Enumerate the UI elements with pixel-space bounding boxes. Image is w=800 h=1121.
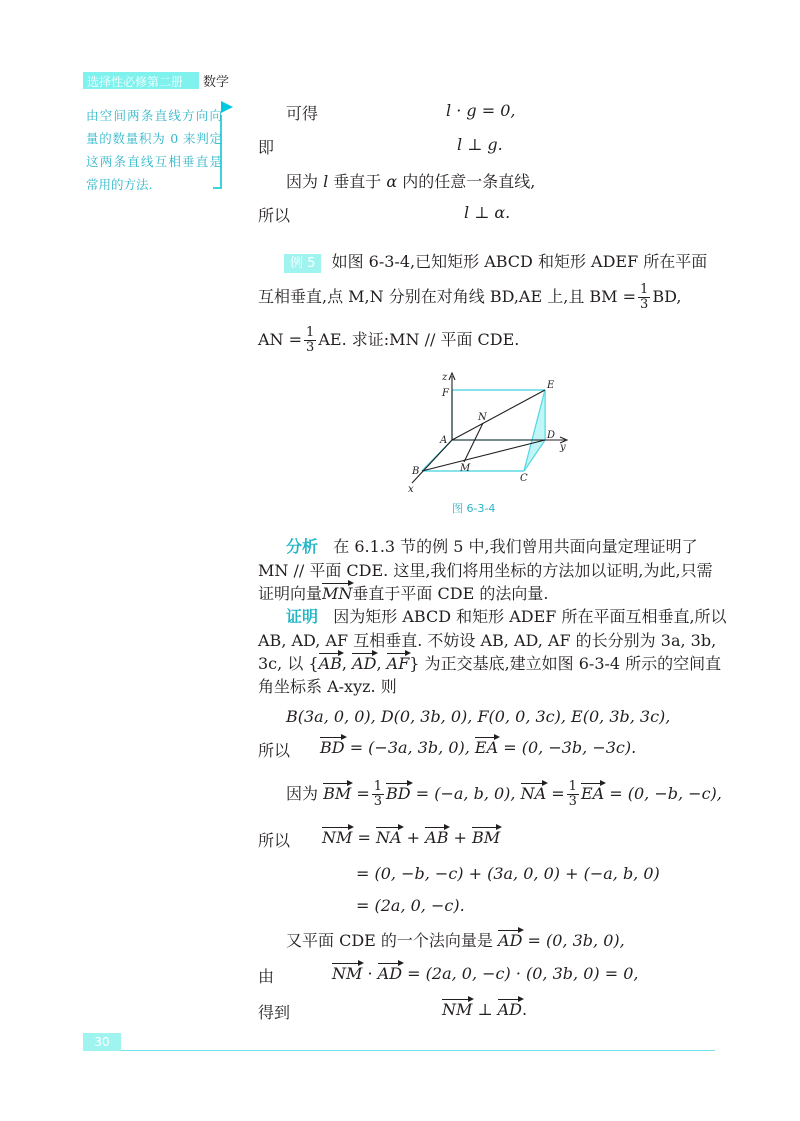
label-E: E: [547, 380, 555, 391]
proof-line2: AB, AD, AF 互相垂直. 不妨设 AB, AD, AF 的长分别为 3a, 3b,: [258, 631, 717, 650]
line-ji-label: 即: [258, 138, 275, 157]
line-kede-label: 可得: [286, 104, 319, 123]
sidenote-text: 由空间两条直线方向向量的数量积为 0 来判定这两条直线互相垂直是常用的方法.: [86, 108, 222, 192]
proof-normal-line: 又平面 CDE 的一个法向量是 AD = (0, 3b, 0),: [286, 931, 625, 950]
figure-6-3-4: [400, 368, 580, 498]
fraction-one-third: $\frac{1}{3}$: [640, 282, 649, 312]
analysis-line3: 证明向量MN垂直于平面 CDE 的法向量.: [258, 584, 549, 603]
label-C: C: [520, 473, 528, 484]
proof-nm-sum: NM = NA + AB + BM: [322, 828, 501, 847]
proof-nm-line3: = (2a, 0, −c).: [356, 896, 465, 915]
label-x: x: [408, 484, 414, 495]
example-line1: 例 5 如图 6-3-4,已知矩形 ABCD 和矩形 ADEF 所在平面: [284, 249, 707, 272]
proof-line3: 3c, 以 {AB, AD, AF} 为正交基底,建立如图 6-3-4 所示的空间直: [258, 654, 722, 673]
label-F: F: [442, 388, 449, 399]
line-suoyi-label: 所以: [258, 206, 291, 225]
proof-tag: 证明: [286, 607, 319, 626]
line-kede-formula: l · g = 0,: [446, 101, 516, 120]
sidenote-flag-icon: [221, 101, 233, 113]
line-ji-formula: l ⊥ g.: [457, 135, 503, 154]
proof-nm-line2: = (0, −b, −c) + (3a, 0, 0) + (−a, b, 0): [356, 864, 660, 883]
proof-so1-label: 所以: [258, 741, 291, 760]
example-line3: AN = $\frac{1}{3}$ AE. 求证:MN // 平面 CDE.: [258, 325, 520, 355]
proof-by-formula: NM · AD = (2a, 0, −c) · (0, 3b, 0) = 0,: [332, 964, 639, 983]
label-z: z: [442, 372, 448, 383]
footer-line: [83, 1050, 715, 1051]
proof-line4: 角坐标系 A-xyz. 则: [258, 677, 397, 696]
label-A: A: [440, 435, 448, 446]
label-M: M: [460, 463, 471, 474]
figure-caption: 图 6-3-4: [452, 502, 496, 515]
proof-line1: 证明 因为矩形 ABCD 和矩形 ADEF 所在平面互相垂直,所以: [286, 607, 727, 626]
proof-by-label: 由: [258, 967, 275, 986]
example-tag: 例 5: [284, 254, 321, 273]
header-subject: 数学: [203, 75, 230, 90]
proof-get-label: 得到: [258, 1003, 291, 1022]
line-because-text: 因为 l 垂直于 α 内的任意一条直线,: [286, 172, 536, 191]
proof-so2-label: 所以: [258, 831, 291, 850]
analysis-line2: MN // 平面 CDE. 这里,我们将用坐标的方法加以证明,为此,只需: [258, 561, 713, 580]
label-D: D: [547, 430, 556, 441]
label-B: B: [412, 466, 420, 477]
header-book-title: 选择性必修第二册: [87, 75, 184, 89]
proof-bd-ea: BD = (−3a, 3b, 0), EA = (0, −3b, −3c).: [320, 738, 637, 757]
fraction-one-third: $\frac{1}{3}$: [306, 325, 315, 355]
proof-get-formula: NM ⊥ AD.: [442, 1000, 528, 1019]
page-number: 30: [83, 1033, 121, 1051]
proof-coords: B(3a, 0, 0), D(0, 3b, 0), F(0, 0, 3c), E(0, 3b, 3c),: [286, 707, 671, 726]
example-line2: 互相垂直,点 M,N 分别在对角线 BD,AE 上,且 BM = $\frac{1}{3}$ BD,: [258, 282, 682, 312]
diag-AE: [452, 390, 545, 440]
line-suoyi-formula: l ⊥ α.: [464, 203, 511, 222]
proof-because-line: 因为 BM = $\frac{1}{3}$ BD = (−a, b, 0), NA = $\frac{1}{3}$ EA = (0, −b, −c),: [286, 779, 722, 809]
analysis-line1: 分析 在 6.1.3 节的例 5 中,我们曾用共面向量定理证明了: [286, 537, 698, 556]
label-N: N: [478, 412, 487, 423]
analysis-tag: 分析: [286, 537, 319, 556]
label-y: y: [560, 442, 566, 453]
